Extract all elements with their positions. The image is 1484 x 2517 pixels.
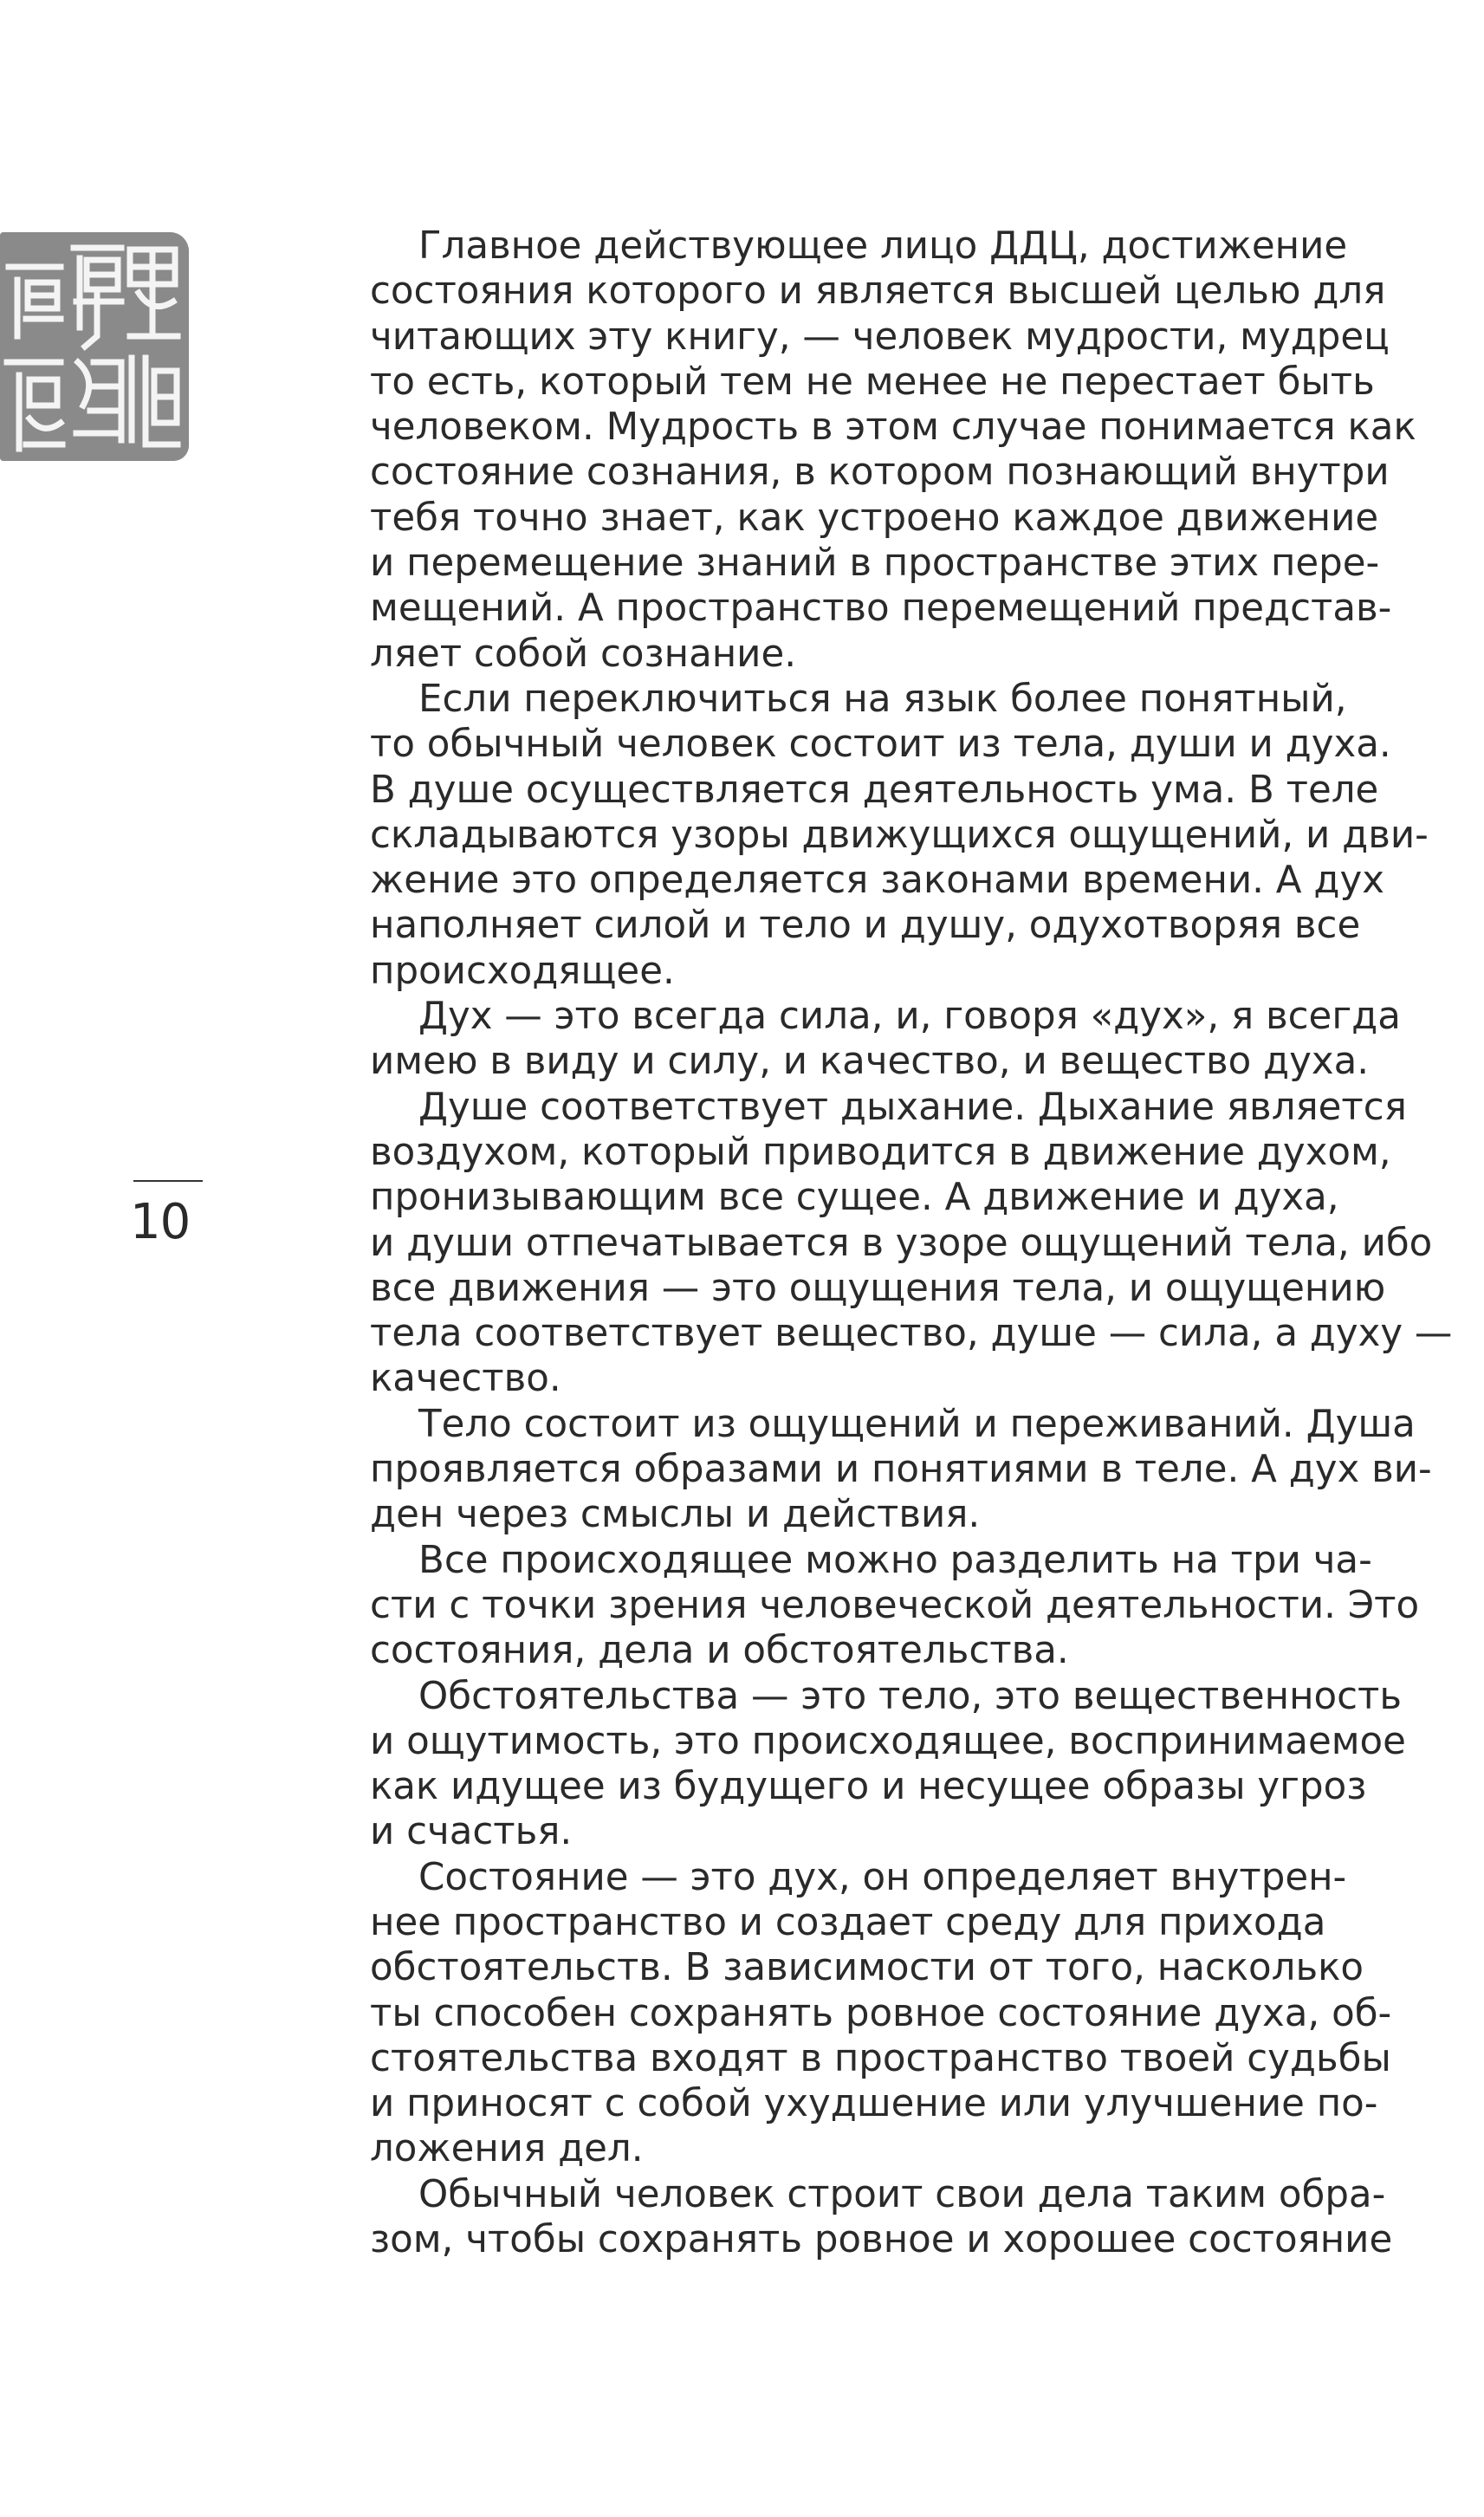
- page-number-rule: [133, 1180, 203, 1182]
- page-number: 10: [130, 1194, 191, 1250]
- text-line: стоятельства входят в пространство твоей судьбы: [370, 2036, 1391, 2080]
- text-line: качество.: [370, 1357, 561, 1401]
- text-line: Дух — это всегда сила, и, говоря «дух», я всегда: [418, 995, 1401, 1039]
- text-line: пронизывающим все сущее. А движение и духа,: [370, 1176, 1339, 1220]
- text-line: обстоятельств. В зависимости от того, насколько: [370, 1946, 1364, 1990]
- text-line: мещений. А пространство перемещений представ-: [370, 587, 1392, 631]
- text-line: проявляется образами и понятиями в теле. А дух ви-: [370, 1448, 1432, 1492]
- text-line: нее пространство и создает среду для прихода: [370, 1900, 1326, 1944]
- text-line: Обычный человек строит свои дела таким обра-: [418, 2172, 1386, 2216]
- text-line: имею в виду и силу, и качество, и вещество духа.: [370, 1040, 1370, 1084]
- text-line: и перемещение знаний в пространстве этих пере-: [370, 542, 1380, 586]
- text-line: Обстоятельства — это тело, это вещественность: [418, 1674, 1403, 1718]
- text-line: тела соответствует вещество, душе — сила, а духу —: [370, 1312, 1453, 1356]
- text-line: сти с точки зрения человеческой деятельности. Это: [370, 1583, 1420, 1627]
- text-line: все движения — это ощущения тела, и ощущению: [370, 1266, 1386, 1310]
- text-line: Главное действующее лицо ДДЦ, достижение: [418, 224, 1348, 268]
- text-line: Все происходящее можно разделить на три ча-: [418, 1538, 1372, 1582]
- text-line: Душе соответствует дыхание. Дыхание является: [418, 1085, 1407, 1129]
- text-line: В душе осуществляется деятельность ума. В теле: [370, 768, 1379, 812]
- text-line: зом, чтобы сохранять ровное и хорошее состояние: [370, 2218, 1393, 2262]
- text-line: как идущее из будущего и несущее образы угроз: [370, 1765, 1367, 1809]
- text-line: Тело состоит из ощущений и переживаний. Душа: [418, 1402, 1416, 1446]
- page-number-block: [130, 1180, 208, 1250]
- text-line: Состояние — это дух, он определяет внутрен-: [418, 1855, 1347, 1899]
- text-line: состояния которого и является высшей целью для: [370, 269, 1386, 314]
- text-line: ложения дел.: [370, 2127, 644, 2171]
- seal-stamp: [0, 232, 189, 461]
- text-line: читающих эту книгу, — человек мудрости, мудрец: [370, 315, 1390, 359]
- text-line: ты способен сохранять ровное состояние духа, об-: [370, 1991, 1392, 2035]
- text-line: то обычный человек состоит из тела, души и духа.: [370, 723, 1391, 767]
- body-text: [370, 224, 1453, 2262]
- text-line: и приносят с собой ухудшение или улучшение по-: [370, 2082, 1378, 2126]
- text-line: Если переключиться на язык более понятный,: [418, 677, 1347, 721]
- text-line: то есть, который тем не менее не перестает быть: [370, 360, 1375, 404]
- text-line: наполняет силой и тело и душу, одухотворяя все: [370, 904, 1361, 948]
- text-line: воздухом, который приводится в движение духом,: [370, 1130, 1391, 1174]
- text-line: ляет собой сознание.: [370, 632, 797, 676]
- text-line: и ощутимость, это происходящее, воспринимаемое: [370, 1719, 1406, 1763]
- text-line: ден через смыслы и действия.: [370, 1493, 981, 1537]
- text-line: человеком. Мудрость в этом случае понимается как: [370, 405, 1416, 450]
- text-line: происходящее.: [370, 949, 675, 993]
- text-line: состояние сознания, в котором познающий внутри: [370, 451, 1390, 495]
- text-line: и души отпечатывается в узоре ощущений тела, ибо: [370, 1221, 1433, 1265]
- seal-calligraphy-icon: [0, 232, 189, 461]
- text-line: и счастья.: [370, 1810, 573, 1854]
- text-line: складываются узоры движущихся ощущений, и дви-: [370, 813, 1429, 857]
- text-line: состояния, дела и обстоятельства.: [370, 1629, 1069, 1673]
- text-line: тебя точно знает, как устроено каждое движение: [370, 496, 1379, 540]
- text-line: жение это определяется законами времени. А дух: [370, 859, 1384, 903]
